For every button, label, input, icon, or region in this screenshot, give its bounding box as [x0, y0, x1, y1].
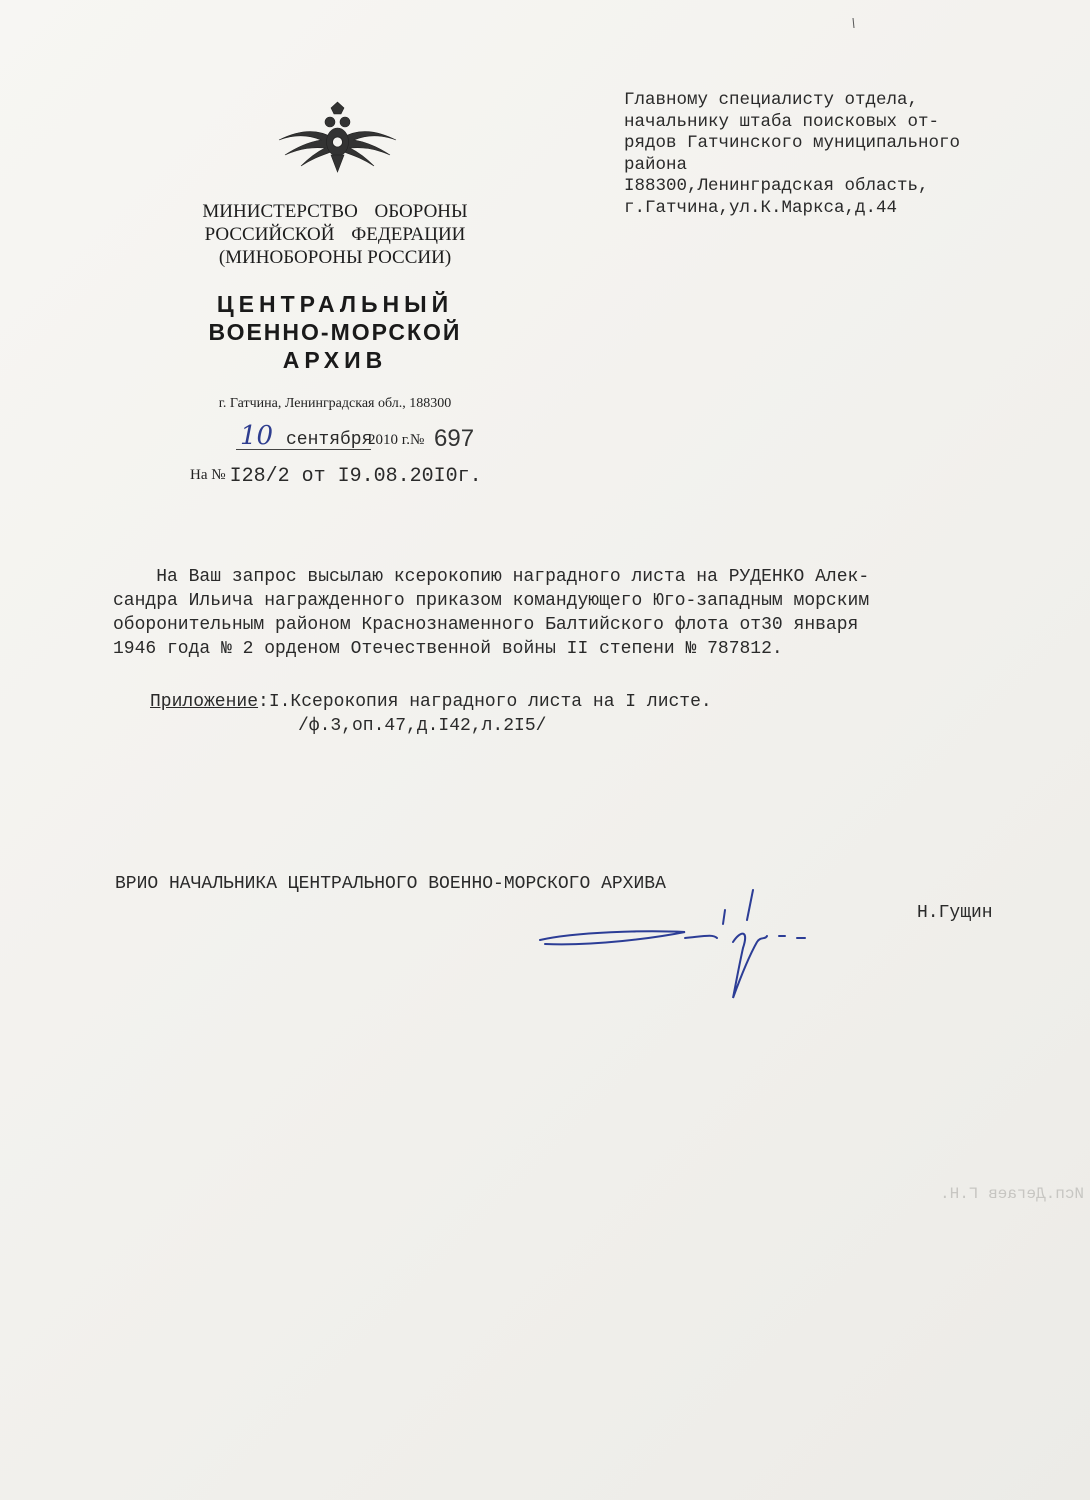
- body-line: сандра Ильича награжденного приказом командующего Юго-западным морским: [113, 591, 870, 611]
- number-label: №: [410, 432, 425, 448]
- ministry-name: [150, 200, 520, 269]
- date-month: сентября: [286, 430, 373, 450]
- handwritten-day: 10: [240, 421, 274, 451]
- ministry-line: (МИНОБОРОНЫ РОССИИ): [218, 247, 452, 268]
- document-date-line: [236, 421, 516, 455]
- archive-address: г. Гатчина, Ленинградская обл., 188300: [218, 396, 452, 411]
- archive-name: [150, 290, 520, 374]
- ministry-line: МИНИСТЕРСТВО ОБОРОНЫ: [202, 201, 468, 222]
- letter-body: [113, 565, 1053, 661]
- archive-line: АРХИВ: [282, 347, 388, 373]
- reference-label: На №: [190, 467, 226, 483]
- addressee-line: Главному специалисту отдела,: [624, 90, 919, 110]
- body-line: 1946 года № 2 орденом Отечественной войны II степени № 787812.: [113, 639, 783, 659]
- archive-line: ЦЕНТРАЛЬНЫЙ: [216, 291, 454, 317]
- ministry-emblem-icon: [275, 100, 400, 175]
- appendix-item: :I.Ксерокопия наградного листа на I листе.: [258, 692, 712, 712]
- archive-line: ВОЕННО-МОРСКОЙ: [208, 319, 462, 345]
- body-line: оборонительным районом Краснознаменного Балтийского флота от30 января: [113, 615, 859, 635]
- addressee-line: г.Гатчина,ул.К.Маркса,д.44: [624, 197, 898, 218]
- reference-value: I28/2 от I9.08.20I0г.: [229, 465, 482, 488]
- addressee-block: [624, 90, 1064, 219]
- addressee-line: I88300,Ленинградская область,: [624, 176, 929, 196]
- executor-ghost-text: Исп.Дегаев Г.Н.: [940, 1185, 1085, 1203]
- signatory-position: ВРИО НАЧАЛЬНИКА ЦЕНТРАЛЬНОГО ВОЕННО-МОРСКОГО АРХИВА: [115, 874, 666, 894]
- reference-line: [190, 465, 482, 493]
- appendix-archive-reference: /ф.3,оп.47,д.I42,л.2I5/: [298, 716, 547, 736]
- pen-mark-icon: [852, 18, 855, 28]
- appendix-block: [150, 690, 712, 738]
- addressee-line: района: [624, 154, 688, 175]
- document-number: 697: [434, 425, 475, 452]
- ministry-line: РОССИЙСКОЙ ФЕДЕРАЦИИ: [204, 224, 466, 245]
- body-line: На Ваш запрос высылаю ксерокопию наградного листа на РУДЕНКО Алек-: [113, 567, 870, 587]
- date-year: 2010 г.: [368, 432, 410, 448]
- addressee-line: рядов Гатчинского муниципального: [624, 133, 961, 153]
- appendix-label: Приложение: [150, 692, 259, 712]
- handwritten-signature-icon: [535, 880, 825, 1010]
- addressee-line: начальнику штаба поисковых от-: [624, 111, 940, 132]
- signatory-name: Н.Гущин: [917, 903, 993, 923]
